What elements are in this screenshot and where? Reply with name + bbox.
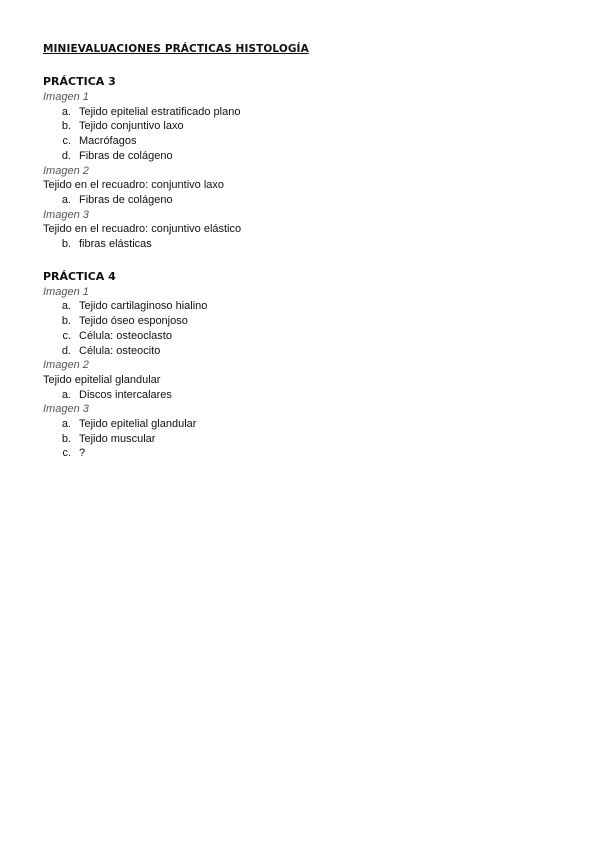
section-title: PRÁCTICA 4 [43,269,116,283]
list-item-letter: c. [62,329,71,342]
list-item-letter: b. [61,315,71,328]
list-item-text: Tejido epitelial glandular [79,418,197,431]
image-label: Imagen 2 [43,359,89,372]
list-item [43,119,563,134]
answer-list [43,299,563,358]
list-item [43,314,563,329]
practice-section [43,269,563,461]
list-item-letter: a. [61,300,71,313]
list-item-letter: a. [61,193,71,206]
image-label: Imagen 1 [43,285,89,298]
image-note: Tejido en el recuadro: conjuntivo elástico [43,223,242,236]
list-item-letter: a. [61,418,71,431]
list-item-text: Tejido óseo esponjoso [79,315,188,328]
list-item-text: fibras elásticas [79,238,152,251]
list-item-text: Fibras de colágeno [79,193,173,206]
list-item [43,388,563,403]
list-item-text: Discos intercalares [79,388,172,401]
list-item-letter: a. [61,105,71,118]
list-item-letter: d. [61,149,71,162]
list-item-text: Célula: osteocito [79,344,161,357]
list-item-text: Tejido conjuntivo laxo [79,120,184,133]
image-label: Imagen 2 [43,164,89,177]
answer-list [43,105,563,164]
list-item-letter: a. [61,388,71,401]
list-item-text: Macrófagos [79,135,137,148]
answer-list [43,388,563,403]
list-item-letter: d. [61,344,71,357]
list-item [43,344,563,359]
list-item-text: ? [79,447,86,460]
document-content [43,42,563,461]
list-item [43,149,563,164]
list-item-text: Tejido muscular [79,432,156,445]
sections-container [43,74,563,461]
list-item [43,417,563,432]
list-item [43,134,563,149]
list-item-text: Tejido epitelial estratificado plano [79,105,241,118]
list-item-text: Fibras de colágeno [79,149,173,162]
list-item [43,432,563,447]
practice-section [43,74,563,252]
list-item-letter: b. [61,238,71,251]
answer-list [43,417,563,461]
list-item-text: Célula: osteoclasto [79,329,172,342]
image-label: Imagen 3 [43,208,89,221]
list-item [43,105,563,120]
answer-list [43,237,563,252]
list-item [43,193,563,208]
image-label: Imagen 1 [43,91,89,103]
list-item [43,237,563,252]
document-title: MINIEVALUACIONES PRÁCTICAS HISTOLOGÍA [43,43,309,55]
image-note: Tejido epitelial glandular [43,373,161,386]
list-item-letter: c. [62,135,71,148]
list-item-text: Tejido cartilaginoso hialino [79,300,208,313]
list-item [43,299,563,314]
list-item-letter: b. [61,432,71,445]
list-item-letter: c. [62,447,71,460]
list-item-letter: b. [61,120,71,133]
list-item [43,446,563,461]
image-note: Tejido en el recuadro: conjuntivo laxo [43,179,225,192]
answer-list [43,193,563,208]
image-label: Imagen 3 [43,403,89,416]
section-title: PRÁCTICA 3 [43,75,116,88]
list-item [43,329,563,344]
